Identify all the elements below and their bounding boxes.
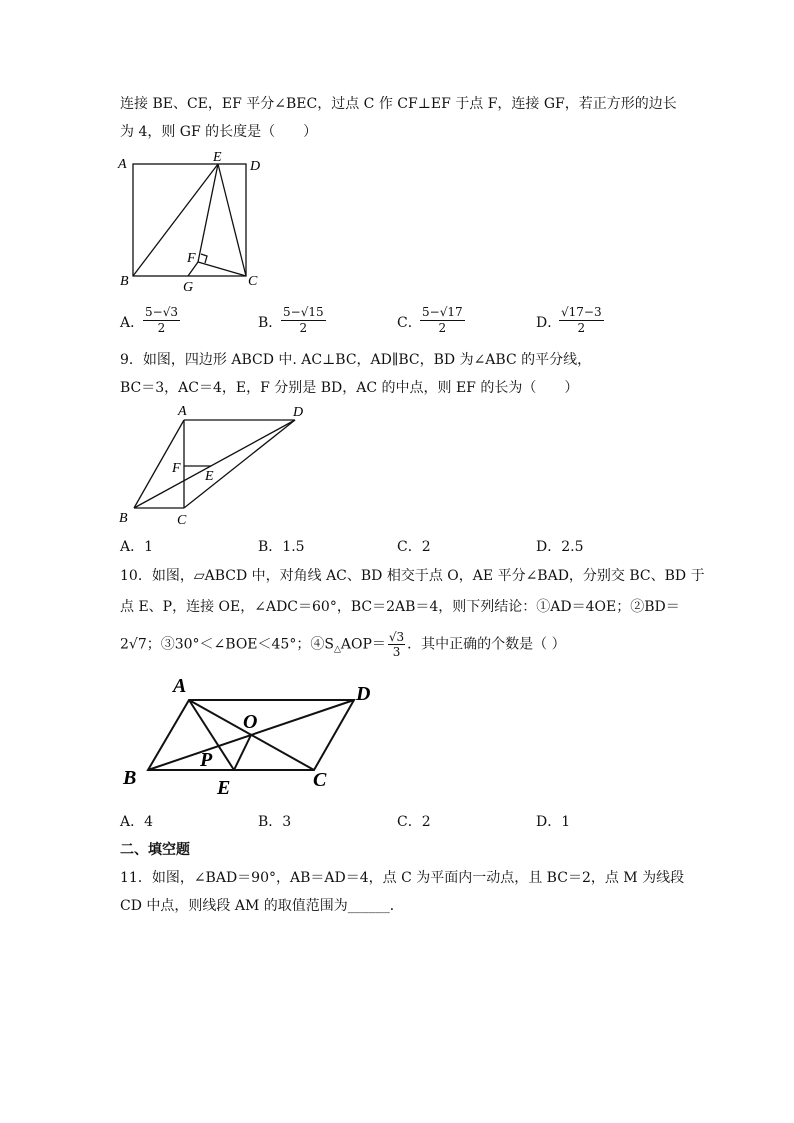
q8-label-G: G: [183, 280, 194, 295]
q10-text-line1: 10．如图，▱ABCD 中，对角线 AC、BD 相交于点 O，AE 平分∠BAD，分别交 BC、BD 于: [120, 568, 705, 584]
q8-option-b-den: 2: [299, 321, 308, 335]
q10-label-P: P: [200, 749, 213, 771]
q8-option-b-fraction: [281, 305, 326, 336]
q10-text-line3: [120, 630, 566, 660]
q10-text-line3a: 2√7；③30°＜∠BOE＜45°；④S: [120, 636, 334, 653]
q10-text-line2: 点 E、P，连接 OE，∠ADC＝60°，BC＝2AB＝4，则下列结论：①AD＝4OE；②BD＝: [120, 599, 680, 615]
q10-label-E: E: [217, 777, 231, 799]
section-heading-fill-in: 二、填空题: [120, 842, 190, 858]
q8-label-D: D: [250, 159, 261, 174]
q11-text-line1: 11．如图，∠BAD＝90°，AB＝AD＝4，点 C 为平面内一动点，且 BC＝2，点 M 为线段: [120, 870, 685, 886]
q8-text-line2: 为 4，则 GF 的长度是（ ）: [120, 124, 318, 140]
q10-option-d: D．1: [536, 814, 571, 830]
q8-option-d-num: √17−3: [561, 305, 602, 319]
q8-label-C: C: [248, 274, 258, 289]
q10-triangle-sub: △: [333, 644, 341, 655]
q9-option-b: B．1.5: [258, 539, 305, 555]
q8-option-a-fraction: [143, 305, 180, 336]
q9-label-A: A: [178, 404, 187, 419]
q10-parallelogram-figure: [115, 670, 385, 800]
q9-label-D: D: [293, 405, 304, 420]
q9-text-line2: BC＝3，AC＝4，E，F 分别是 BD，AC 的中点，则 EF 的长为（ ）: [120, 380, 579, 396]
q10-text-line3c: ．其中正确的个数是（ ）: [407, 636, 566, 653]
q10-fraction: [388, 630, 405, 659]
q8-option-c-fraction: [420, 305, 465, 336]
q8-label-E: E: [213, 150, 222, 165]
q10-label-B: B: [123, 767, 137, 789]
q8-label-A: A: [118, 157, 127, 172]
q8-label-F: F: [187, 251, 196, 266]
q8-option-a-den: 2: [157, 321, 166, 335]
q8-option-b-letter: B．: [258, 315, 283, 331]
q10-label-O: O: [243, 711, 258, 733]
q8-option-a-letter: A．: [120, 315, 145, 331]
q11-text-line2: CD 中点，则线段 AM 的取值范围为______．: [120, 898, 404, 914]
q9-option-c: C．2: [397, 539, 431, 555]
q9-label-C: C: [177, 513, 187, 528]
q10-option-b: B．3: [258, 814, 292, 830]
q10-label-D: D: [356, 683, 371, 705]
q8-option-c-num: 5−√17: [422, 305, 463, 319]
q9-option-d: D．2.5: [536, 539, 584, 555]
q10-option-c: C．2: [397, 814, 431, 830]
q8-label-B: B: [120, 274, 129, 289]
q9-text-line1: 9．如图，四边形 ABCD 中. AC⊥BC，AD∥BC，BD 为∠ABC 的平分线，: [120, 352, 592, 368]
q10-fraction-den: 3: [392, 645, 401, 659]
q8-option-d-den: 2: [577, 321, 586, 335]
q8-option-a-num: 5−√3: [145, 305, 178, 319]
q9-trapezoid-figure: [115, 400, 315, 530]
q10-label-C: C: [313, 769, 327, 791]
q8-option-b-num: 5−√15: [283, 305, 324, 319]
q8-option-c-den: 2: [438, 321, 447, 335]
q10-text-line3b: AOP＝: [340, 636, 386, 653]
q10-label-A: A: [173, 675, 187, 697]
q9-label-E: E: [205, 469, 214, 484]
q8-option-c-letter: C．: [397, 315, 422, 331]
q9-label-F: F: [172, 461, 181, 476]
q9-label-B: B: [119, 511, 128, 526]
q8-option-d-fraction: [559, 305, 604, 336]
q10-fraction-num: √3: [388, 630, 405, 644]
q10-option-a: A．4: [120, 814, 154, 830]
q9-option-a: A．1: [120, 539, 154, 555]
q8-text-line1: 连接 BE、CE，EF 平分∠BEC，过点 C 作 CF⊥EF 于点 F，连接 GF，若正方形的边长: [120, 96, 677, 112]
q8-square-figure: [115, 150, 265, 295]
q8-option-d-letter: D．: [536, 315, 562, 331]
